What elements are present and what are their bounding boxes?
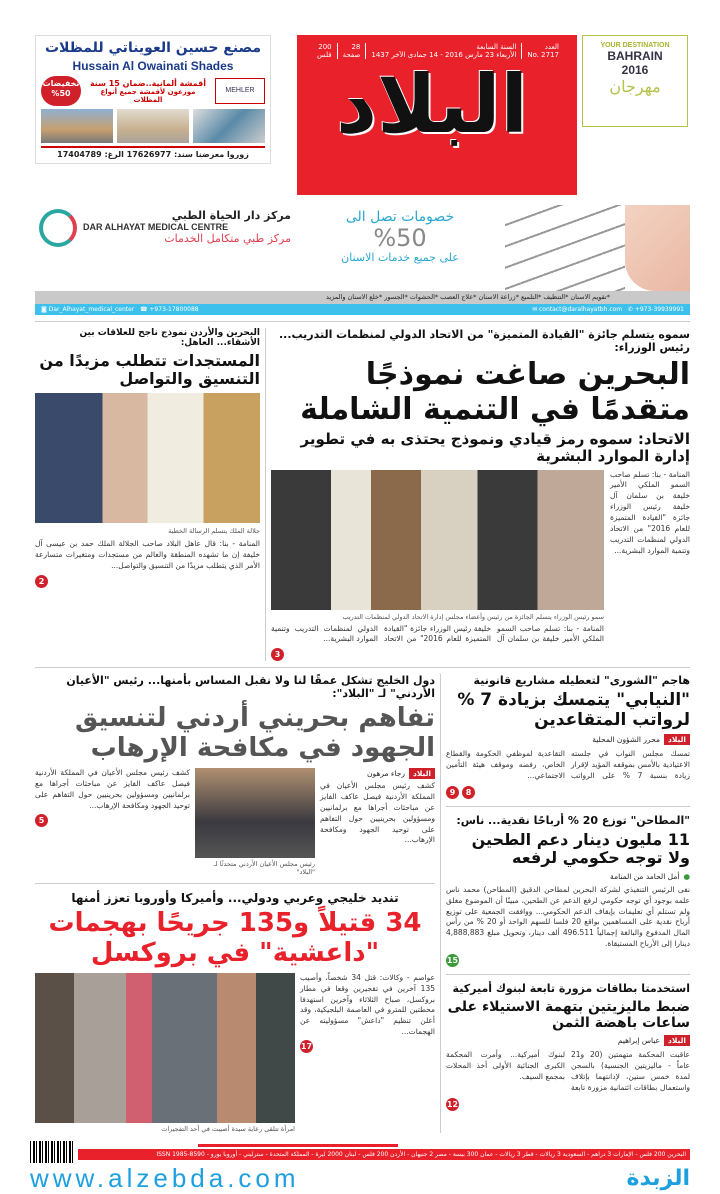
jordan-first-col bbox=[320, 768, 435, 876]
side-body: المنامة - بنا: قال عاهل البلاد صاحب الجلالة الملك حمد بن عيسى آل خليفة إن ما تشهده المنطقة والعالم من مستجدات ومتغيرات متسارعة الأمر الذي يتطلب مزيدًا من التنسيق والتواصل... bbox=[35, 538, 260, 570]
services-list: *تقويم الاسنان *التنظيف *التلميع *زراعة الاسنان *علاج العصب *الحشوات *الجسور *خلع الاسنان والمزيد bbox=[35, 291, 690, 304]
discount-badge: تخفيضات 50% bbox=[41, 76, 81, 106]
cards-headline[interactable]: ضبط ماليزيتين بتهمة الاستيلاء على ساعات باهضة الثمن bbox=[447, 999, 690, 1032]
brussels-text-col bbox=[300, 973, 435, 1133]
cards-body: عاقبت المحكمة متهمتين (20 و21 عاماً - ماليزيتين الجنسية) بالسجن لمدة خمس سنين، لإدانتهما بإتلاف واستعمال بطاقات ائتمانية مزورة تابعة لبنوك أميركية... وأمرت المحكمة الكبرى الجنائية الأولى أخذ المحلات بمجمع السيف. bbox=[446, 1050, 691, 1092]
ad-offer-row bbox=[41, 76, 265, 106]
lead-headline[interactable]: البحرين صاغت نموذجًا متقدمًا في التنمية الشاملة bbox=[300, 357, 690, 427]
jordan-page-refs bbox=[35, 814, 190, 827]
ad-line: 2016 bbox=[621, 63, 649, 77]
row-lead bbox=[35, 321, 690, 661]
contact-bar bbox=[35, 304, 690, 315]
phone2: +973-39939991 bbox=[634, 306, 684, 313]
footer-red-wrap bbox=[78, 1144, 690, 1160]
mehler-logo: MEHLER bbox=[215, 78, 265, 104]
dental-brand-text bbox=[83, 209, 291, 287]
ad-line: YOUR DESTINATION bbox=[600, 42, 670, 49]
mills-body: نفى الرئيس التنفيذي لشركة البحرين لمطاحن الدقيق (المطاحن) محمد ناس علمه بوجود أي توجه حكومي لرفع الدعم عن الطحين، مبينًا أن الموضوع مغلق ولم تستلم أي تعليمات بإيقاف الدعم الحكومي... ووافقت الجمعية على توزيع أرباح نقدية على المساهمين بواقع 20 فلسا للسهم الواحد أو 20 % من رأس المال المدفوع والبالغة إجمالياً 496.511 ألف دينار، وتحويل مبلغ 4,888,883 دينارا إلى الأرباح المستبقاة. bbox=[446, 884, 691, 949]
footer-red-accent bbox=[198, 1144, 398, 1147]
mills-byline bbox=[446, 872, 690, 881]
lead-page-refs bbox=[271, 648, 604, 661]
cards-story[interactable] bbox=[446, 982, 690, 1111]
date-block bbox=[365, 43, 516, 59]
row-second bbox=[35, 667, 690, 1133]
brussels-photo-block bbox=[35, 973, 295, 1133]
jordan-body: كشف رئيس مجلس الأعيان في المملكة الأردنية فيصل عاكف الفايز عن مباحثات أجراها مع برلمانيين ومسؤولين بحرينيين حول التفاهم على توحيد الجهود ومكافحة الإرهاب... bbox=[320, 781, 435, 845]
ad-title-ar: مصنع حسين العويناتي للمظلات bbox=[44, 40, 262, 56]
offer-line: موزعون لأقمشة جميع أنواع المظلات bbox=[100, 87, 196, 104]
page-ref-badge[interactable]: 17 bbox=[300, 1042, 313, 1052]
page-ref-badge[interactable]: 15 bbox=[446, 956, 459, 965]
mills-kicker: "المطاحن" توزع 20 % أرباحًا نقدية... ناس: bbox=[456, 813, 690, 827]
discount-text: خصومات تصل الى bbox=[345, 209, 455, 225]
jordan-content-row bbox=[35, 768, 435, 876]
row-divider bbox=[446, 974, 690, 975]
footer-prices: البحرين 200 فلس - الإمارات 3 دراهم - السعودية 3 ريالات - قطر 3 ريالات - عمان 300 بيسة - مصر 2 جنيهان - الأردن 200 فلس - لبنان 2000 ليرة - المملكة المتحدة - سترليني - أوروبا يورو - ISSN 1985-8590 bbox=[78, 1149, 690, 1160]
masthead-side-strip bbox=[567, 35, 577, 195]
footer-band bbox=[30, 1141, 690, 1163]
lead-body-lower: المنامة - بنا: تسلم صاحب السمو الملكي الأمير خليفة بن سلمان آل خليفة رئيس الوزراء جائزة "القيادة المتميزة للعام 2016" من الاتحاد الدولي لمنظمات التدريب وتنمية الموارد البشرية... bbox=[271, 623, 604, 644]
byline-author: عباس إبراهيم bbox=[617, 1036, 660, 1046]
dental-offer bbox=[295, 205, 505, 291]
lead-photo bbox=[271, 470, 604, 610]
mills-page-refs bbox=[446, 954, 690, 967]
barcode bbox=[30, 1141, 74, 1163]
ad-dar-alhayat-medical[interactable] bbox=[35, 205, 690, 315]
row-divider bbox=[35, 883, 435, 884]
shura-story[interactable] bbox=[446, 674, 690, 799]
brussels-page-refs bbox=[300, 1040, 435, 1053]
column-divider bbox=[265, 328, 266, 661]
mills-headline[interactable]: 11 مليون دينار دعم الطحين ولا توجه حكومي لرفعه bbox=[471, 829, 690, 868]
side-headline[interactable]: المستجدات تتطلب مزيدًا من التنسيق والتواصل bbox=[39, 351, 260, 389]
top-row bbox=[35, 35, 690, 197]
lead-caption: سمو رئيس الوزراء يتسلم الجائزة من رئيس وأعضاء مجلس إدارة الاتحاد الدولي لمنظمات التدريب bbox=[342, 612, 604, 621]
contact-right: ✉ contact@daralhayatbh.com ✆ +973-39939991 bbox=[532, 306, 684, 313]
shura-kicker: هاجم "الشورى" لتعطيله مشاريع قانونية bbox=[473, 674, 690, 688]
offer-line: أقمشة ألمانية..ضمان 15 سنة bbox=[89, 78, 207, 88]
shura-byline bbox=[446, 734, 690, 745]
left-column bbox=[35, 674, 435, 1133]
watermark-row bbox=[30, 1163, 690, 1194]
lead-kicker: سموه يتسلم جائزة "القيادة المتميزة" من الاتحاد الدولي لمنظمات التدريب... رئيس الوزراء: bbox=[278, 328, 690, 354]
lead-media-row bbox=[271, 470, 690, 662]
brussels-caption: امرأة تتلقى رعاية سيدة أصيبت في أحد التفجيرات bbox=[161, 1124, 295, 1133]
page-ref-badge[interactable]: 12 bbox=[446, 1099, 459, 1109]
jordan-body-col: كشف رئيس مجلس الأعيان في المملكة الأردنية فيصل عاكف الفايز عن مباحثات أجراها مع برلمانيين ومسؤولين بحرينيين حول التفاهم على توحيد الجهود ومكافحة الإرهاب... bbox=[35, 768, 190, 810]
pages-label: صفحة bbox=[342, 51, 361, 59]
byline-author: أمل الحامد من المنامة bbox=[610, 871, 680, 881]
issue-label: العدد bbox=[544, 43, 559, 51]
side-caption: جلالة الملك يتسلم الرسالة الخطية bbox=[168, 526, 260, 535]
dental-brand bbox=[35, 205, 295, 291]
shade-photo bbox=[193, 109, 265, 143]
jordan-kicker: دول الخليج تشكل عمقًا لنا ولا نقبل المساس بأمنها... رئيس "الأعيان الأردني" لـ "البلاد": bbox=[66, 674, 435, 701]
row-divider bbox=[446, 806, 690, 807]
discount-percent: %50 bbox=[373, 224, 427, 252]
dental-tools-image bbox=[505, 205, 625, 291]
issue-date: الأربعاء 23 مارس 2016 - 14 جمادى الآخر 1437 bbox=[371, 51, 517, 59]
brussels-story[interactable] bbox=[35, 891, 435, 1133]
clinic-tagline: مركز طبي متكامل الخدمات bbox=[164, 232, 291, 245]
page-ref-badge[interactable]: 3 bbox=[271, 648, 284, 661]
email: contact@daralhayatbh.com bbox=[539, 306, 623, 313]
cards-page-refs bbox=[446, 1098, 690, 1111]
ad-line: BAHRAIN bbox=[607, 49, 663, 63]
lead-story[interactable] bbox=[271, 328, 690, 661]
jordan-caption: رئيس مجلس الأعيان الأردني متحدثًا لـ "البلاد" bbox=[213, 860, 315, 877]
footer bbox=[30, 1141, 690, 1194]
brussels-kicker: تنديد خليجي وعربي ودولي... وأميركا وأوروبا تعزز أمنها bbox=[71, 891, 399, 906]
shade-photo bbox=[117, 109, 189, 143]
right-column bbox=[446, 674, 690, 1133]
cards-kicker: استخدمتا بطاقات مزورة تابعة لبنوك أميركية bbox=[452, 982, 690, 995]
ad-offer bbox=[85, 79, 211, 104]
byline-tag: البلاد bbox=[664, 734, 690, 745]
heart-logo-icon bbox=[39, 209, 77, 247]
shura-body: تمسك مجلس النواب في جلسته الاعتيادية بالأمس بموقفه المؤيد لإقرار زيادة بنسبة 7 % على الرواتب التقاعدية لموظفي الحكومة والقطاع الخاص، رفضه وموقف هيئة التأمين الاجتماعي... bbox=[446, 749, 690, 781]
watermark-logo: الزبدة bbox=[626, 1165, 690, 1191]
byline-tag: البلاد bbox=[409, 768, 435, 779]
brussels-headline[interactable]: 34 قتيلاً و135 جريحًا بهجمات "داعشية" في بروكسل bbox=[48, 908, 422, 968]
dental-main bbox=[35, 205, 690, 291]
shura-headline[interactable]: "النيابي" يتمسك بزيادة 7 % لرواتب المتقاعدين bbox=[457, 690, 690, 730]
jordan-story[interactable] bbox=[35, 674, 435, 876]
jordan-headline[interactable]: تفاهم بحريني أردني لتنسيق الجهود في مكافحة الإرهاب bbox=[75, 703, 435, 764]
instagram-text: Dar_Alhayat_medical_center bbox=[48, 306, 135, 313]
issue-number: No. 2717 bbox=[527, 51, 559, 59]
clinic-name-ar: مركز دار الحياة الطبي bbox=[171, 209, 291, 222]
byline-author: رجاء مرهون bbox=[367, 769, 405, 779]
lead-body-col: المنامة - بنا: تسلم صاحب السمو الملكي الأمير خليفة بن سلمان آل خليفة رئيس الوزراء جائزة "القيادة المتميزة للعام 2016" من الاتحاد الدولي لمنظمات التدريب وتنمية الموارد البشرية... bbox=[610, 469, 691, 555]
ad-contact: زوروا معرضنا سند: 17626977 الرغ: 17404789 bbox=[41, 146, 265, 159]
brussels-body: عواصم - وكالات: قتل 34 شخصاً، وأصيب 135 آخرين في تفجيرين وقعا في مطار بروكسل، صباح الثلاثاء وآخرين استهدفا محطتين للمترو في العاصمة البلجيكية، وقد أعلن تنظيم "داعش" مسؤوليته عن الهجمات... bbox=[300, 972, 435, 1037]
ad-photos bbox=[41, 109, 265, 143]
calligraphy-logo: مهرجان bbox=[609, 79, 661, 96]
issue-block bbox=[521, 43, 559, 59]
page-ref-badge[interactable]: 5 bbox=[35, 814, 48, 827]
mills-story[interactable] bbox=[446, 814, 690, 967]
shade-photo bbox=[41, 109, 113, 143]
jordan-byline bbox=[320, 768, 435, 779]
jordan-photo bbox=[195, 768, 315, 858]
column-divider bbox=[440, 674, 441, 1133]
ad-title-en: Hussain Al Owainati Shades bbox=[72, 59, 234, 73]
brussels-photo bbox=[35, 973, 295, 1123]
currency: فلس bbox=[317, 51, 332, 59]
services-text: على جميع خدمات الاسنان bbox=[341, 251, 459, 265]
pages-block bbox=[337, 43, 361, 59]
pages-count: 28 bbox=[351, 43, 361, 51]
page-ref-badge[interactable]: 2 bbox=[35, 575, 48, 588]
brussels-content-row bbox=[35, 973, 435, 1133]
smile-image bbox=[625, 205, 690, 291]
ad-bahrain-2016[interactable] bbox=[582, 35, 688, 127]
king-story[interactable] bbox=[35, 328, 260, 661]
shura-page-refs bbox=[446, 786, 690, 799]
page-ref-badge[interactable]: 9 bbox=[446, 786, 459, 799]
cards-byline bbox=[446, 1035, 690, 1046]
side-kicker: البحرين والأردن نموذج ناجح للعلاقات بين الأشقاء... العاهل: bbox=[79, 328, 260, 348]
masthead bbox=[297, 35, 567, 195]
page-ref-badge[interactable]: 8 bbox=[462, 786, 475, 799]
king-photo bbox=[35, 393, 260, 523]
phone1: +973-17800088 bbox=[149, 306, 199, 313]
side-page-refs bbox=[35, 575, 260, 588]
jordan-photo-block bbox=[195, 768, 315, 876]
year-label: السنة السابعة bbox=[476, 43, 517, 51]
lead-photo-block bbox=[271, 470, 604, 662]
byline-author: محرر الشؤون المحلية bbox=[592, 735, 660, 745]
instagram-handle: ◙ Dar_Alhayat_medical_center ☎ +973-17800088 bbox=[41, 306, 199, 313]
price-block bbox=[312, 43, 332, 59]
clinic-name-en: DAR ALHAYAT MEDICAL CENTRE bbox=[83, 222, 229, 232]
ad-hussain-owainati-shades[interactable] bbox=[35, 35, 271, 164]
issue-info bbox=[305, 43, 559, 59]
lead-subhead: الاتحاد: سموه رمز قيادي ونموذج يحتذى به في تطوير إدارة الموارد البشرية bbox=[300, 430, 690, 466]
byline-tag: البلاد bbox=[664, 1035, 690, 1046]
jordan-last-col bbox=[35, 768, 190, 876]
bullet-icon: ● bbox=[683, 871, 690, 881]
watermark-url: www.alzebda.com bbox=[30, 1162, 300, 1193]
price: 200 bbox=[318, 43, 332, 51]
newspaper-logo: البلاد bbox=[336, 58, 528, 151]
